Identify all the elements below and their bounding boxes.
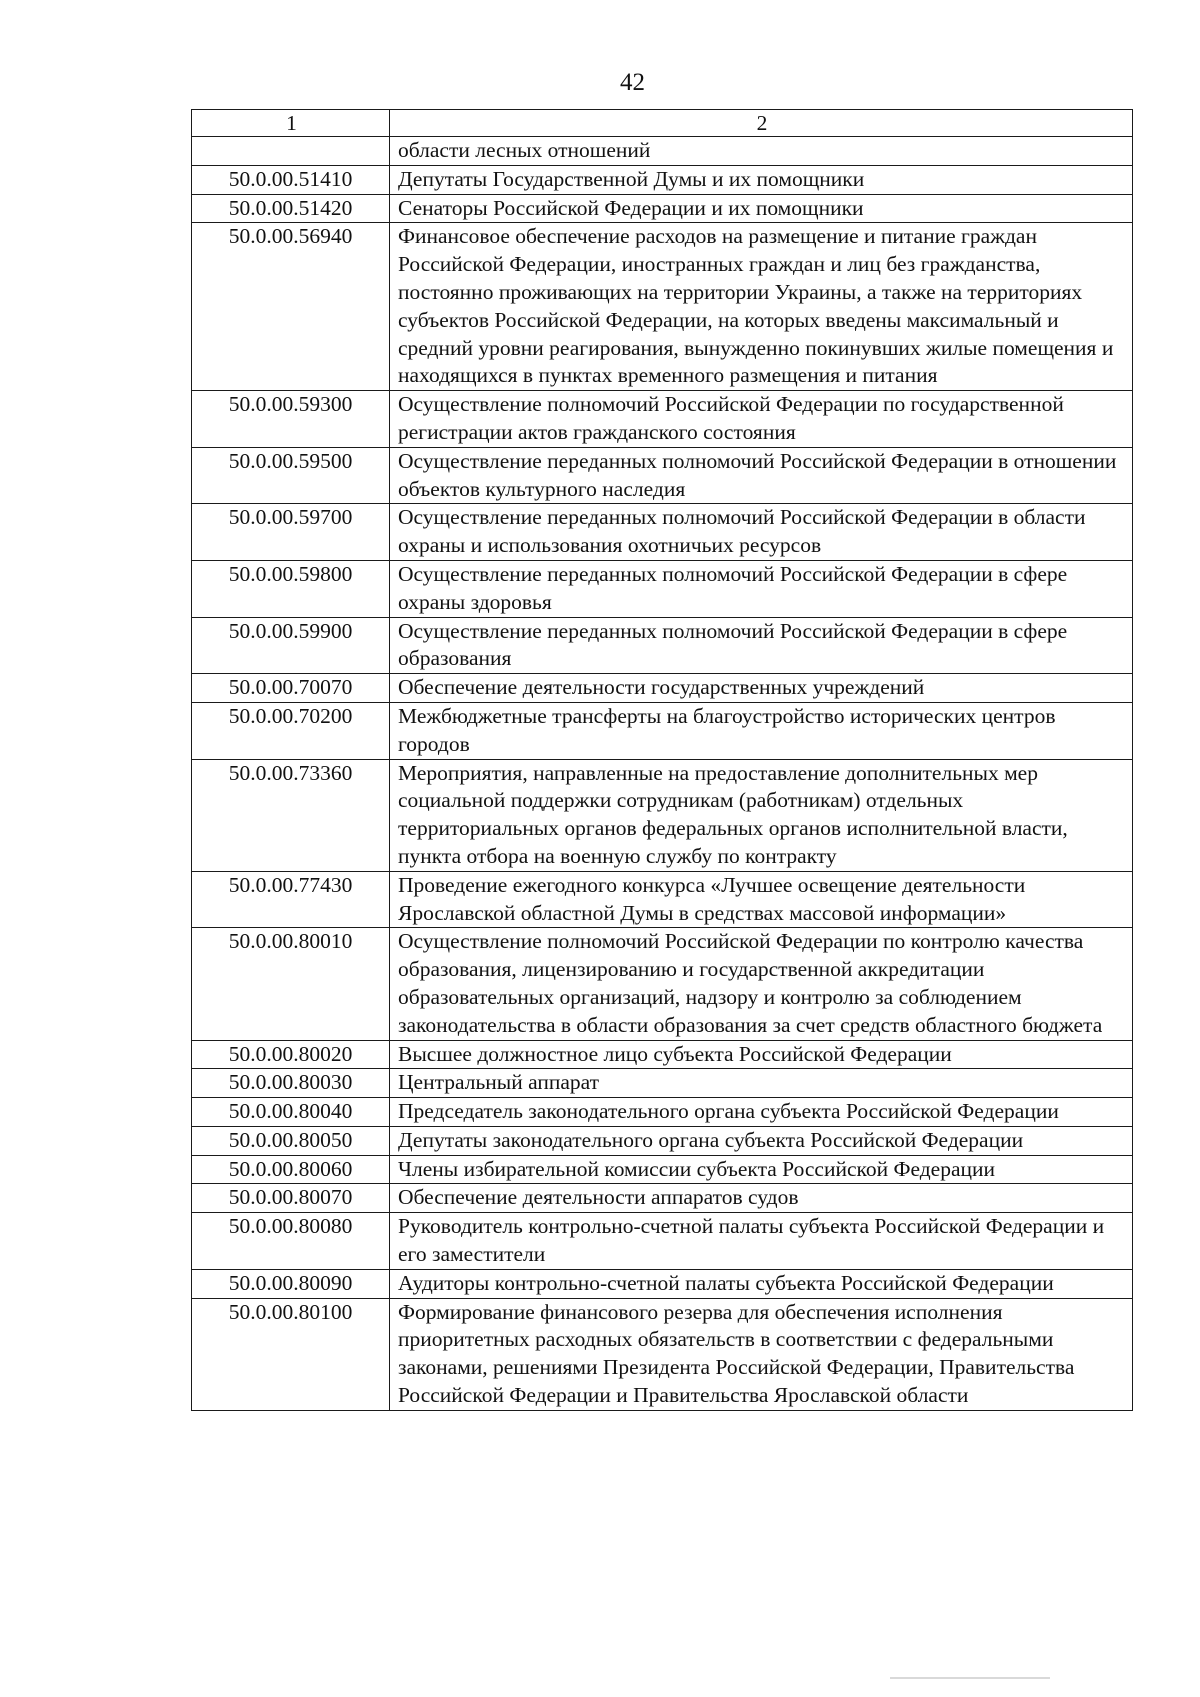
code-cell: 50.0.00.51410	[192, 165, 390, 194]
code-cell: 50.0.00.80050	[192, 1126, 390, 1155]
budget-code-table	[191, 109, 1133, 1411]
code-cell: 50.0.00.51420	[192, 194, 390, 223]
column-header-2: 2	[390, 110, 1133, 137]
page-number: 42	[620, 69, 645, 96]
description-cell: Мероприятия, направленные на предоставление дополнительных мер социальной поддержки сотрудникам (работникам) отдельных территориальных органов федеральных органов исполнительной власти, пункта отбора на военную службу по контракту	[390, 759, 1133, 871]
description-cell: Высшее должностное лицо субъекта Российской Федерации	[390, 1040, 1133, 1069]
code-cell: 50.0.00.80060	[192, 1155, 390, 1184]
table-row	[192, 871, 1133, 928]
table-body	[192, 110, 1133, 1411]
description-cell: области лесных отношений	[390, 137, 1133, 166]
table-row	[192, 674, 1133, 703]
description-cell: Формирование финансового резерва для обеспечения исполнения приоритетных расходных обязательств в соответствии с федеральными законами, решениями Президента Российской Федерации, Правительства Российской Федерации и Правительства Ярославской области	[390, 1298, 1133, 1410]
code-cell: 50.0.00.80070	[192, 1184, 390, 1213]
table-row	[192, 1213, 1133, 1270]
code-cell: 50.0.00.59900	[192, 617, 390, 674]
table-header-row	[192, 110, 1133, 137]
table-row	[192, 391, 1133, 448]
code-cell-empty	[192, 137, 390, 166]
table-row	[192, 1040, 1133, 1069]
code-cell: 50.0.00.77430	[192, 871, 390, 928]
description-cell: Обеспечение деятельности государственных учреждений	[390, 674, 1133, 703]
scan-artifact-line	[890, 1677, 1050, 1679]
description-cell: Председатель законодательного органа субъекта Российской Федерации	[390, 1098, 1133, 1127]
table-row	[192, 1269, 1133, 1298]
code-cell: 50.0.00.70070	[192, 674, 390, 703]
table-row	[192, 759, 1133, 871]
table-row	[192, 560, 1133, 617]
description-cell: Центральный аппарат	[390, 1069, 1133, 1098]
code-cell: 50.0.00.80090	[192, 1269, 390, 1298]
table-row	[192, 165, 1133, 194]
description-cell: Руководитель контрольно-счетной палаты субъекта Российской Федерации и его заместители	[390, 1213, 1133, 1270]
table-row	[192, 1184, 1133, 1213]
table-row	[192, 1098, 1133, 1127]
description-cell: Финансовое обеспечение расходов на размещение и питание граждан Российской Федерации, иностранных граждан и лиц без гражданства, постоянно проживающих на территории Украины, а также на территориях субъектов Российской Федерации, на которых введены максимальный и средний уровни реагирования, вынужденно покинувших жилые помещения и находящихся в пунктах временного размещения и питания	[390, 223, 1133, 391]
table-row	[192, 223, 1133, 391]
table-row	[192, 1126, 1133, 1155]
description-cell: Депутаты законодательного органа субъекта Российской Федерации	[390, 1126, 1133, 1155]
column-header-1: 1	[192, 110, 390, 137]
description-cell: Осуществление переданных полномочий Российской Федерации в сфере образования	[390, 617, 1133, 674]
description-cell: Аудиторы контрольно-счетной палаты субъекта Российской Федерации	[390, 1269, 1133, 1298]
description-cell: Проведение ежегодного конкурса «Лучшее освещение деятельности Ярославской областной Думы в средствах массовой информации»	[390, 871, 1133, 928]
description-cell: Осуществление переданных полномочий Российской Федерации в области охраны и использования охотничьих ресурсов	[390, 504, 1133, 561]
code-cell: 50.0.00.56940	[192, 223, 390, 391]
description-cell: Осуществление полномочий Российской Федерации по государственной регистрации актов гражданского состояния	[390, 391, 1133, 448]
code-cell: 50.0.00.59500	[192, 447, 390, 504]
code-cell: 50.0.00.80010	[192, 928, 390, 1040]
code-cell: 50.0.00.59800	[192, 560, 390, 617]
table-row	[192, 1155, 1133, 1184]
table-row	[192, 1298, 1133, 1410]
description-cell: Сенаторы Российской Федерации и их помощники	[390, 194, 1133, 223]
description-cell: Осуществление переданных полномочий Российской Федерации в отношении объектов культурного наследия	[390, 447, 1133, 504]
description-cell: Обеспечение деятельности аппаратов судов	[390, 1184, 1133, 1213]
description-cell: Межбюджетные трансферты на благоустройство исторических центров городов	[390, 702, 1133, 759]
code-cell: 50.0.00.80040	[192, 1098, 390, 1127]
description-cell: Депутаты Государственной Думы и их помощники	[390, 165, 1133, 194]
description-cell: Члены избирательной комиссии субъекта Российской Федерации	[390, 1155, 1133, 1184]
table-row	[192, 928, 1133, 1040]
description-cell: Осуществление переданных полномочий Российской Федерации в сфере охраны здоровья	[390, 560, 1133, 617]
table-row-continuation	[192, 137, 1133, 166]
table-row	[192, 1069, 1133, 1098]
code-cell: 50.0.00.59700	[192, 504, 390, 561]
code-cell: 50.0.00.80030	[192, 1069, 390, 1098]
code-cell: 50.0.00.70200	[192, 702, 390, 759]
code-cell: 50.0.00.59300	[192, 391, 390, 448]
table-row	[192, 194, 1133, 223]
code-cell: 50.0.00.80100	[192, 1298, 390, 1410]
table-row	[192, 447, 1133, 504]
code-cell: 50.0.00.80020	[192, 1040, 390, 1069]
code-cell: 50.0.00.73360	[192, 759, 390, 871]
description-cell: Осуществление полномочий Российской Федерации по контролю качества образования, лицензированию и государственной аккредитации образовательных организаций, надзору и контролю за соблюдением законодательства в области образования за счет средств областного бюджета	[390, 928, 1133, 1040]
table-row	[192, 504, 1133, 561]
code-cell: 50.0.00.80080	[192, 1213, 390, 1270]
table-row	[192, 617, 1133, 674]
table-row	[192, 702, 1133, 759]
